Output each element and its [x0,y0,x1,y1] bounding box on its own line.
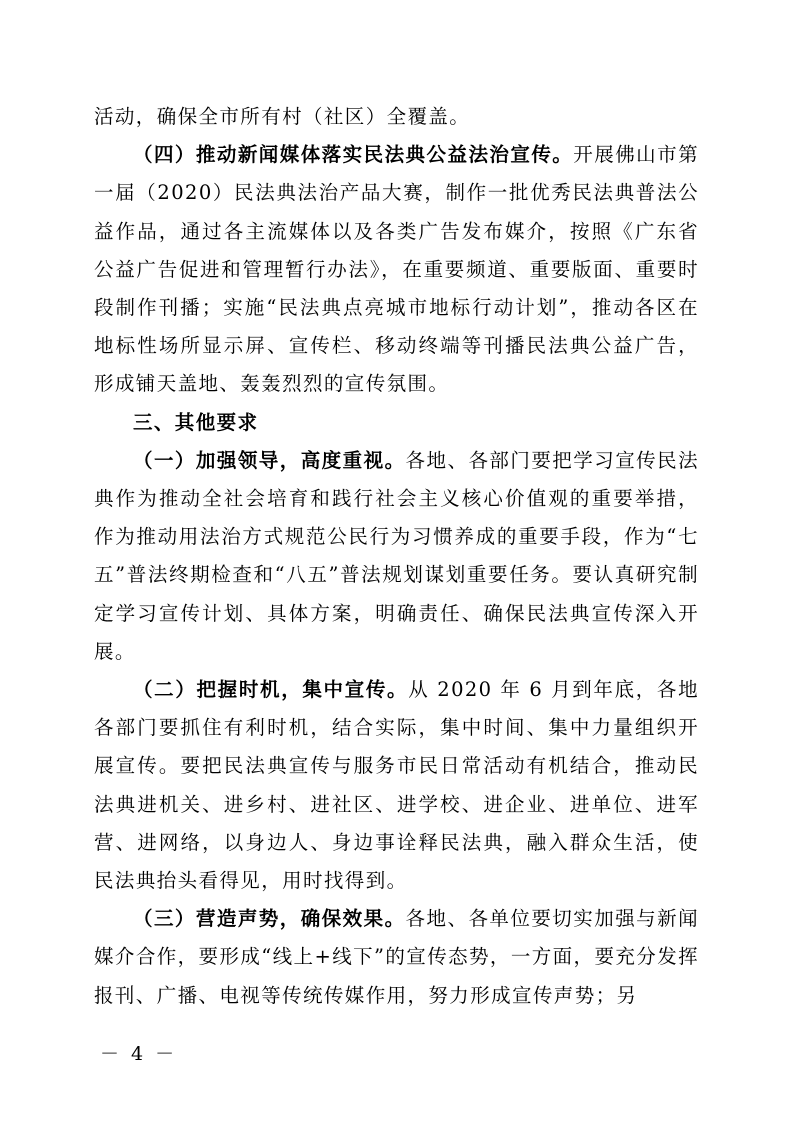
document-body [94,98,699,1015]
paragraph-requirement-3 [94,900,699,1015]
paragraph-continuation [94,98,699,136]
paragraph-lead: （四）推动新闻媒体落实民法典公益法治宣传。 [133,143,574,167]
section-heading: 三、其他要求 [133,410,259,434]
paragraph-requirement-2 [94,671,699,900]
paragraph-text: 各地、各部门要把学习宣传民法典作为推动全社会培育和践行社会主义核心价值观的重要举措，作为推动用法治方式规范公民行为习惯养成的重要手段，作为“七五”普法终期检查和“八五”普法规划谋划重要任务。要认真研究制定学习宣传计划、具体方案，明确责任、确保民法典宣传深入开展。 [94,448,699,663]
paragraph-lead: （三）营造声势，确保效果。 [133,907,406,931]
paragraph-text: 各地、各单位要切实加强与新闻媒介合作，要形成“线上+线下”的宣传态势，一方面，要充分发挥报刊、广播、电视等传统传媒作用，努力形成宣传声势；另 [94,907,699,1007]
paragraph-lead: （二）把握时机，集中宣传。 [133,678,409,702]
page-number: － 4 － [100,1043,178,1065]
paragraph-text: 开展佛山市第一届（2020）民法典法治产品大赛，制作一批优秀民法典普法公益作品，通过各主流媒体以及各类广告发布媒介，按照《广东省公益广告促进和管理暂行办法》，在重要频道、重要版面、重要时段制作刊播；实施“民法典点亮城市地标行动计划”，推动各区在地标性场所显示屏、宣传栏、移动终端等刊播民法典公益广告，形成铺天盖地、轰轰烈烈的宣传氛围。 [94,143,699,396]
paragraph-lead: （一）加强领导，高度重视。 [133,448,406,472]
paragraph-text: 从 2020 年 6 月到年底，各地各部门要抓住有利时机，结合实际，集中时间、集中力量组织开展宣传。要把民法典宣传与服务市民日常活动有机结合，推动民法典进机关、进乡村、进社区、进学校、进企业、进单位、进军营、进网络，以身边人、身边事诠释民法典，融入群众生活，使民法典抬头看得见，用时找得到。 [94,678,699,893]
paragraph-requirement-1 [94,442,699,671]
paragraph-section-4 [94,136,699,403]
paragraph-text: 活动，确保全市所有村（社区）全覆盖。 [94,105,471,128]
